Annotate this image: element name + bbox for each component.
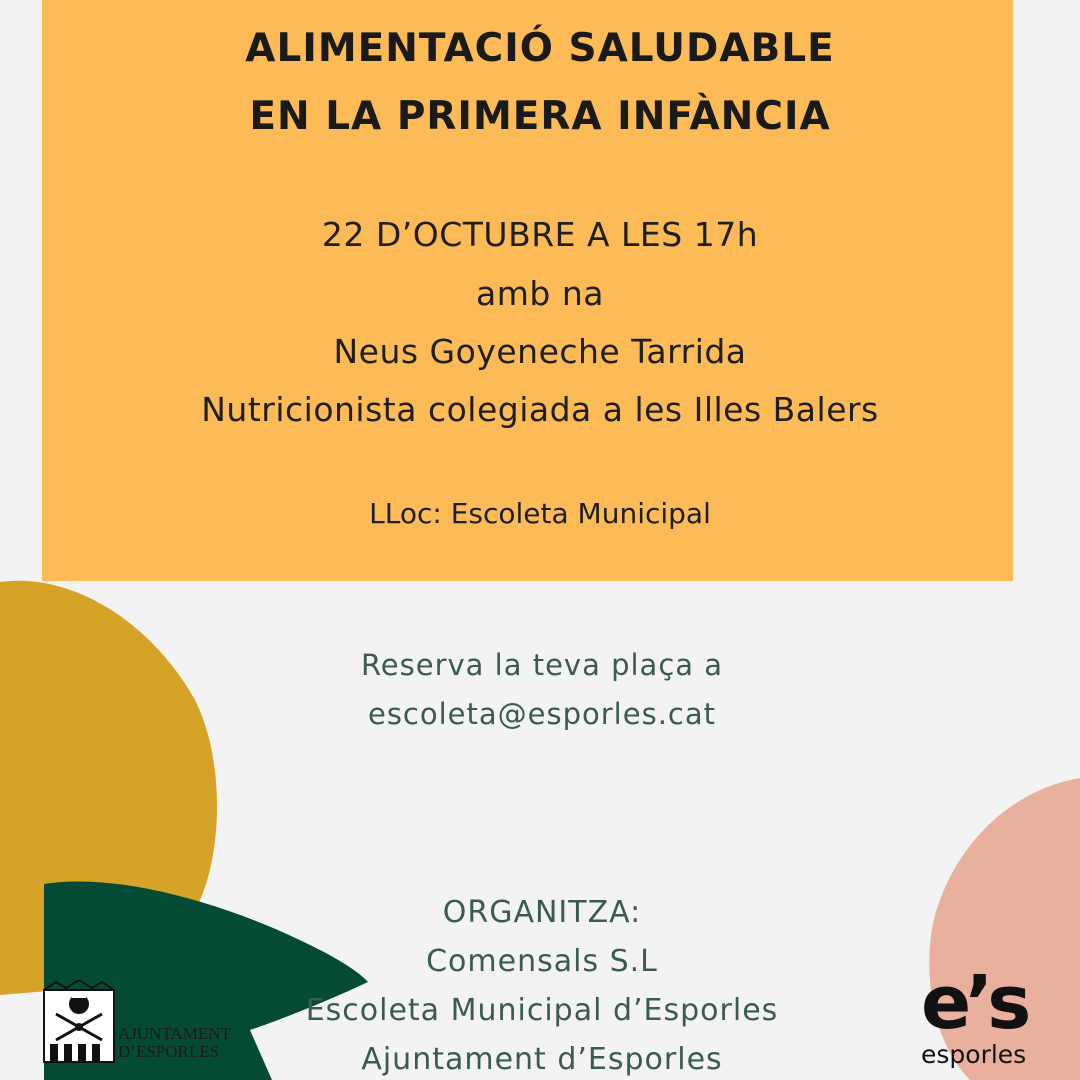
speaker-name: Neus Goyeneche Tarrida <box>333 332 747 371</box>
ajuntament-logo-line1: AJUNTAMENT <box>118 1024 231 1043</box>
event-with: amb na <box>476 274 604 313</box>
speaker-role: Nutricionista colegiada a les Illes Balers <box>201 390 879 429</box>
ajuntament-logo-line2: D’ESPORLES <box>118 1042 220 1061</box>
coat-of-arms-icon <box>42 980 116 1064</box>
esporles-logo <box>915 960 1035 1073</box>
organizer-item: Ajuntament d’Esporles <box>361 1042 723 1077</box>
ajuntament-logo <box>42 980 237 1064</box>
esporles-logo-mark: e’s <box>921 960 1026 1046</box>
esporles-logo-name: esporles <box>921 1040 1027 1069</box>
event-date: 22 D’OCTUBRE A LES 17h <box>321 215 759 254</box>
organizer-item: Comensals S.L <box>426 944 658 979</box>
title-line-1: ALIMENTACIÓ SALUDABLE <box>245 26 835 71</box>
reservation-email[interactable]: escoleta@esporles.cat <box>367 697 716 731</box>
reservation-text: Reserva la teva plaça a <box>360 648 724 682</box>
title-line-2: EN LA PRIMERA INFÀNCIA <box>249 94 831 139</box>
event-place: LLoc: Escoleta Municipal <box>369 497 711 530</box>
organizers-heading: ORGANITZA: <box>442 895 642 930</box>
organizer-item: Escoleta Municipal d’Esporles <box>305 993 779 1028</box>
